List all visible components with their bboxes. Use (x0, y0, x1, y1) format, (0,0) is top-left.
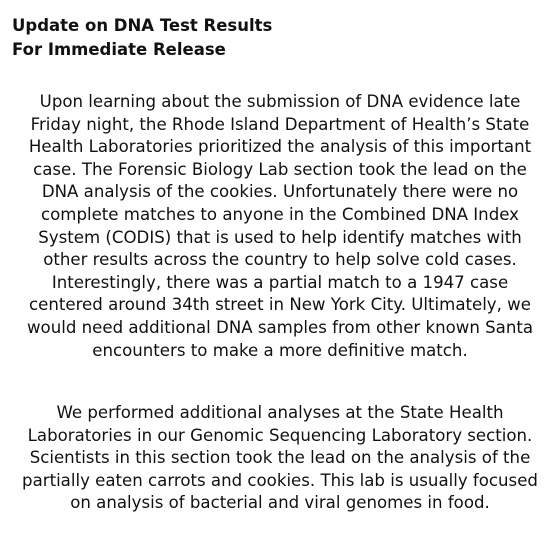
heading-title: Update on DNA Test Results (12, 16, 273, 35)
text-line: We performed additional analyses at the State Health (56, 403, 504, 422)
text-line: DNA analysis of the cookies. Unfortunately there were no (41, 182, 519, 202)
text-line: System (CODIS) that is used to help identify matches with (38, 227, 522, 247)
text-line: Health Laboratories prioritized the analysis of this important (28, 137, 532, 157)
text-line: case. The Forensic Biology Lab section took the lead on the (33, 159, 527, 179)
document-heading (12, 14, 272, 62)
text-line: complete matches to anyone in the Combined DNA Index (41, 204, 519, 224)
text-line: other results across the country to help solve cold cases. (43, 250, 517, 270)
text-line: centered around 34th street in New York City. Ultimately, we (29, 295, 531, 315)
text-line: encounters to make a more definitive match. (92, 340, 468, 360)
text-line: Scientists in this section took the lead on the analysis of the (29, 448, 531, 468)
text-line: Interestingly, there was a partial match to a 1947 case (51, 272, 509, 292)
text-line: would need additional DNA samples from other known Santa (26, 317, 534, 337)
text-line: on analysis of bacterial and viral genomes in food. (70, 493, 490, 513)
text-line: Friday night, the Rhode Island Department of Health’s State (30, 114, 530, 134)
text-line: Upon learning about the submission of DNA evidence late (39, 92, 521, 111)
text-line: partially eaten carrots and cookies. This lab is usually focused (22, 470, 538, 490)
paragraph-dna-results (8, 91, 552, 362)
paragraph-genomic-sequencing (8, 402, 552, 515)
text-line: Laboratories in our Genomic Sequencing Laboratory section. (27, 425, 533, 445)
heading-subtitle: For Immediate Release (12, 40, 226, 59)
